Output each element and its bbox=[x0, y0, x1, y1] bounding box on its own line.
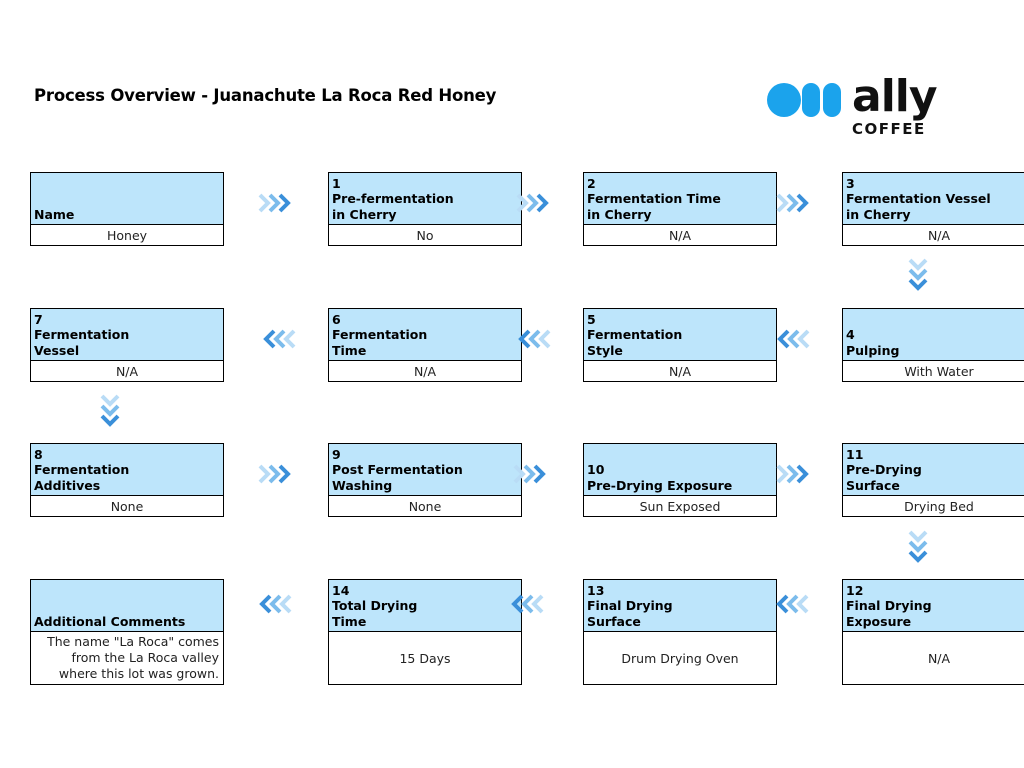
step-box-4 bbox=[842, 308, 1024, 382]
step-box-12 bbox=[842, 579, 1024, 685]
step-header bbox=[583, 172, 777, 225]
step-number: 12 bbox=[846, 582, 864, 598]
step-header bbox=[328, 579, 522, 632]
step-number: 13 bbox=[587, 582, 605, 598]
step-value: None bbox=[30, 496, 224, 517]
step-label: Additional Comments bbox=[34, 613, 186, 629]
step-value: N/A bbox=[583, 225, 777, 246]
step-header bbox=[328, 172, 522, 225]
chevron-down-icon bbox=[907, 530, 929, 568]
step-label: Fermentation Time bbox=[332, 327, 428, 358]
chevron-right-icon bbox=[513, 463, 551, 485]
step-label: Fermentation Style bbox=[587, 327, 683, 358]
step-value: Sun Exposed bbox=[583, 496, 777, 517]
step-box-14 bbox=[328, 579, 522, 685]
step-header bbox=[328, 443, 522, 496]
step-label: Fermentation Vessel bbox=[34, 327, 130, 358]
ally-coffee-logo bbox=[766, 71, 981, 142]
step-box-9 bbox=[328, 443, 522, 517]
step-header bbox=[583, 308, 777, 361]
step-header bbox=[328, 308, 522, 361]
step-label: Pulping bbox=[846, 342, 900, 358]
step-header bbox=[842, 308, 1024, 361]
step-header bbox=[30, 308, 224, 361]
chevron-right-icon bbox=[776, 192, 814, 214]
chevron-left-icon bbox=[517, 328, 555, 350]
step-value: Drying Bed bbox=[842, 496, 1024, 517]
step-box-3 bbox=[842, 172, 1024, 246]
chevron-right-icon bbox=[516, 192, 554, 214]
step-box-13 bbox=[583, 579, 777, 685]
step-box-2 bbox=[583, 172, 777, 246]
chevron-down-icon bbox=[99, 394, 121, 432]
step-box-comments bbox=[30, 579, 224, 685]
chevron-down-icon bbox=[907, 258, 929, 296]
step-box-8 bbox=[30, 443, 224, 517]
step-box-name bbox=[30, 172, 224, 246]
step-label: Post Fermentation Washing bbox=[332, 462, 463, 493]
step-number: 14 bbox=[332, 582, 350, 598]
step-label: Name bbox=[34, 206, 75, 222]
step-label: Fermentation Additives bbox=[34, 462, 130, 493]
step-label: Final Drying Surface bbox=[587, 598, 673, 629]
step-value: The name "La Roca" comes from the La Roca valley where this lot was grown. bbox=[30, 632, 224, 685]
step-number: 3 bbox=[846, 175, 855, 191]
chevron-left-icon bbox=[258, 593, 296, 615]
step-value: N/A bbox=[583, 361, 777, 382]
step-box-11 bbox=[842, 443, 1024, 517]
step-label: Pre-fermentation in Cherry bbox=[332, 191, 454, 222]
step-number: 11 bbox=[846, 446, 864, 462]
step-box-7 bbox=[30, 308, 224, 382]
logo-sub-text: COFFEE bbox=[852, 120, 926, 138]
step-number: 7 bbox=[34, 311, 43, 327]
step-header bbox=[842, 172, 1024, 225]
step-header bbox=[842, 579, 1024, 632]
step-value: 15 Days bbox=[328, 632, 522, 685]
step-value: With Water bbox=[842, 361, 1024, 382]
step-number: 2 bbox=[587, 175, 596, 191]
step-value: N/A bbox=[842, 632, 1024, 685]
step-number: 5 bbox=[587, 311, 596, 327]
step-label: Fermentation Time in Cherry bbox=[587, 191, 721, 222]
chevron-right-icon bbox=[258, 463, 296, 485]
step-header bbox=[583, 443, 777, 496]
step-value: N/A bbox=[842, 225, 1024, 246]
step-number: 10 bbox=[587, 462, 605, 477]
step-label: Total Drying Time bbox=[332, 598, 418, 629]
step-box-5 bbox=[583, 308, 777, 382]
chevron-left-icon bbox=[775, 593, 813, 615]
step-number: 9 bbox=[332, 446, 341, 462]
chevron-right-icon bbox=[776, 463, 814, 485]
chevron-left-icon bbox=[776, 328, 814, 350]
step-value: Drum Drying Oven bbox=[583, 632, 777, 685]
step-header bbox=[30, 172, 224, 225]
step-value: None bbox=[328, 496, 522, 517]
chevron-left-icon bbox=[510, 593, 548, 615]
chevron-right-icon bbox=[258, 192, 296, 214]
step-box-6 bbox=[328, 308, 522, 382]
step-header bbox=[30, 443, 224, 496]
chevron-left-icon bbox=[262, 328, 300, 350]
step-header bbox=[30, 579, 224, 632]
step-header bbox=[583, 579, 777, 632]
step-header bbox=[842, 443, 1024, 496]
step-number: 6 bbox=[332, 311, 341, 327]
step-box-10 bbox=[583, 443, 777, 517]
step-label: Fermentation Vessel in Cherry bbox=[846, 191, 991, 222]
step-value: N/A bbox=[328, 361, 522, 382]
step-number: 1 bbox=[332, 175, 341, 191]
step-label: Pre-Drying Exposure bbox=[587, 477, 733, 493]
step-value: N/A bbox=[30, 361, 224, 382]
step-number: 4 bbox=[846, 327, 855, 342]
step-box-1 bbox=[328, 172, 522, 246]
logo-brand-text: ally bbox=[852, 71, 937, 122]
step-label: Pre-Drying Surface bbox=[846, 462, 922, 493]
step-label: Final Drying Exposure bbox=[846, 598, 932, 629]
step-number: 8 bbox=[34, 446, 43, 462]
step-value: Honey bbox=[30, 225, 224, 246]
logo-circles-icon bbox=[766, 82, 846, 118]
step-value: No bbox=[328, 225, 522, 246]
page-title: Process Overview - Juanachute La Roca Red Honey bbox=[34, 86, 497, 105]
